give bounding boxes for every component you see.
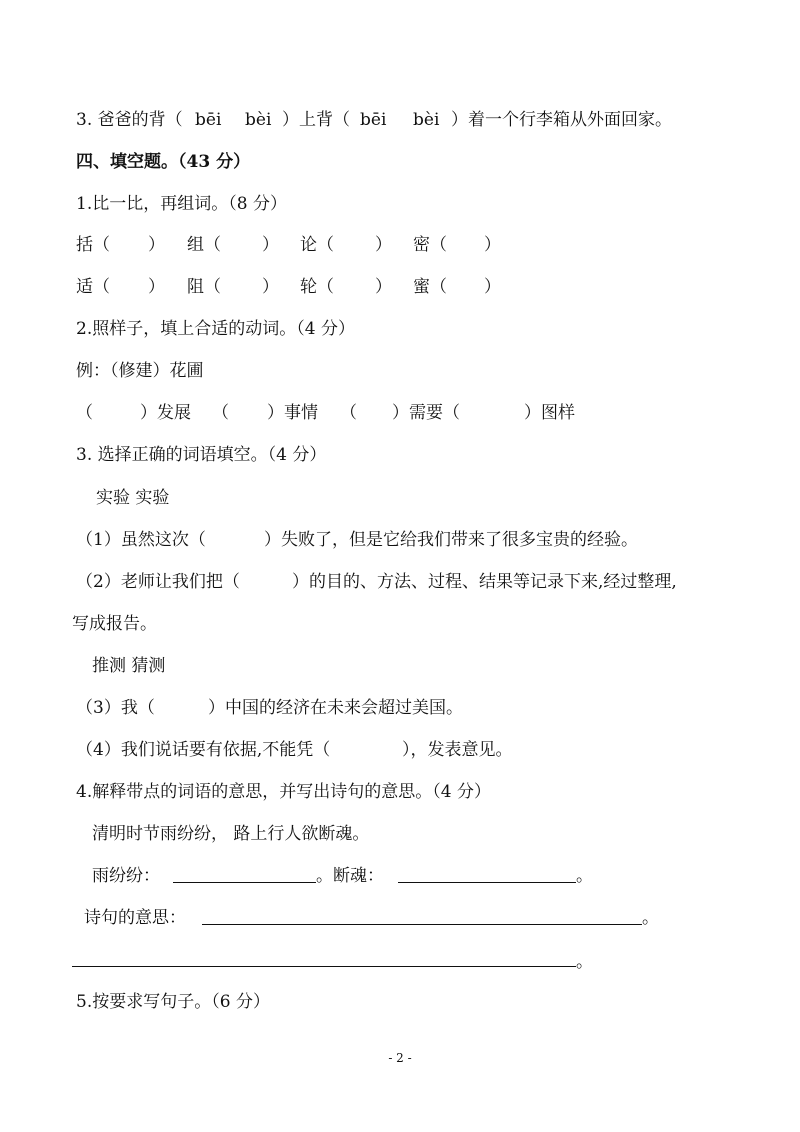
q1-title-text: 1.比一比，再组词。（8 分） bbox=[76, 194, 287, 214]
pinyin-option-2: bèi bbox=[245, 110, 272, 130]
explain-label: 。断魂： bbox=[316, 866, 384, 886]
compare-blank-end: ） bbox=[262, 277, 279, 297]
q5-title-text: 5.按要求写句子。（6 分） bbox=[76, 992, 270, 1012]
poem-text: 清明时节雨纷纷， 路上行人欲断魂。 bbox=[92, 824, 370, 844]
pinyin-q-suffix: ）着一个行李箱从外面回家。 bbox=[451, 110, 672, 130]
compare-blank-end: ） bbox=[484, 235, 501, 255]
compare-blank-end: ） bbox=[148, 277, 165, 297]
answer-line[interactable] bbox=[72, 966, 576, 967]
pinyin-option-4: bèi bbox=[413, 110, 440, 130]
explain-label: 雨纷纷： bbox=[92, 866, 160, 886]
sentence-part: （4）我们说话要有依据,不能凭（ bbox=[76, 740, 331, 760]
sentence-part: ）的目的、方法、过程、结果等记录下来,经过整理, bbox=[292, 572, 677, 592]
verb-blank-start: （ bbox=[76, 403, 93, 423]
period: 。 bbox=[642, 908, 659, 928]
verb-blank-phrase: ）发展 bbox=[140, 403, 191, 423]
sentence-part: （2）老师让我们把（ bbox=[76, 572, 240, 592]
sentence-part: （1）虽然这次（ bbox=[76, 530, 206, 550]
pinyin-q-prefix: 3. 爸爸的背（ bbox=[76, 110, 183, 130]
period: 。 bbox=[576, 952, 593, 972]
compare-word: 括（ bbox=[76, 235, 110, 255]
compare-word: 蜜（ bbox=[413, 277, 447, 297]
compare-blank-end: ） bbox=[484, 277, 501, 297]
sentence-part: 写成报告。 bbox=[72, 614, 157, 634]
compare-word: 阻（ bbox=[187, 277, 221, 297]
answer-line[interactable] bbox=[173, 882, 316, 883]
answer-line[interactable] bbox=[202, 924, 642, 925]
answer-line[interactable] bbox=[398, 882, 576, 883]
pinyin-option-1: bēi bbox=[195, 110, 222, 130]
verb-blank-phrase: ）需要（ bbox=[392, 403, 460, 423]
period: 。 bbox=[576, 866, 593, 886]
q2-example-text: 例：（修建）花圃 bbox=[76, 361, 204, 381]
q4-title-text: 4.解释带点的词语的意思，并写出诗句的意思。（4 分） bbox=[76, 782, 491, 802]
explain-label: 诗句的意思： bbox=[84, 908, 186, 928]
verb-blank-start: （ bbox=[340, 403, 357, 423]
verb-blank-phrase: ）图样 bbox=[524, 403, 575, 423]
compare-word: 组（ bbox=[187, 235, 221, 255]
q3-title-text: 3. 选择正确的词语填空。（4 分） bbox=[76, 445, 327, 465]
section-title-text: 四、填空题。（43 分） bbox=[76, 152, 251, 172]
word-pair-text: 实验 实验 bbox=[96, 488, 170, 508]
sentence-part: ）中国的经济在未来会超过美国。 bbox=[208, 698, 463, 718]
pinyin-q-mid: ）上背（ bbox=[282, 110, 350, 130]
sentence-part: ），发表意见。 bbox=[402, 740, 513, 760]
pinyin-option-3: bēi bbox=[360, 110, 387, 130]
sentence-part: （3）我（ bbox=[76, 698, 155, 718]
compare-blank-end: ） bbox=[262, 235, 279, 255]
compare-blank-end: ） bbox=[148, 235, 165, 255]
compare-word: 适（ bbox=[76, 277, 110, 297]
verb-blank-start: （ bbox=[212, 403, 229, 423]
page-number: - 2 - bbox=[388, 1051, 412, 1065]
word-pair-text: 推测 猜测 bbox=[92, 656, 166, 676]
verb-blank-phrase: ）事情 bbox=[267, 403, 318, 423]
compare-blank-end: ） bbox=[375, 277, 392, 297]
sentence-part: ）失败了，但是它给我们带来了很多宝贵的经验。 bbox=[264, 530, 638, 550]
compare-blank-end: ） bbox=[375, 235, 392, 255]
compare-word: 密（ bbox=[413, 235, 447, 255]
compare-word: 轮（ bbox=[300, 277, 334, 297]
compare-word: 论（ bbox=[300, 235, 334, 255]
q2-title-text: 2.照样子，填上合适的动词。（4 分） bbox=[76, 319, 355, 339]
